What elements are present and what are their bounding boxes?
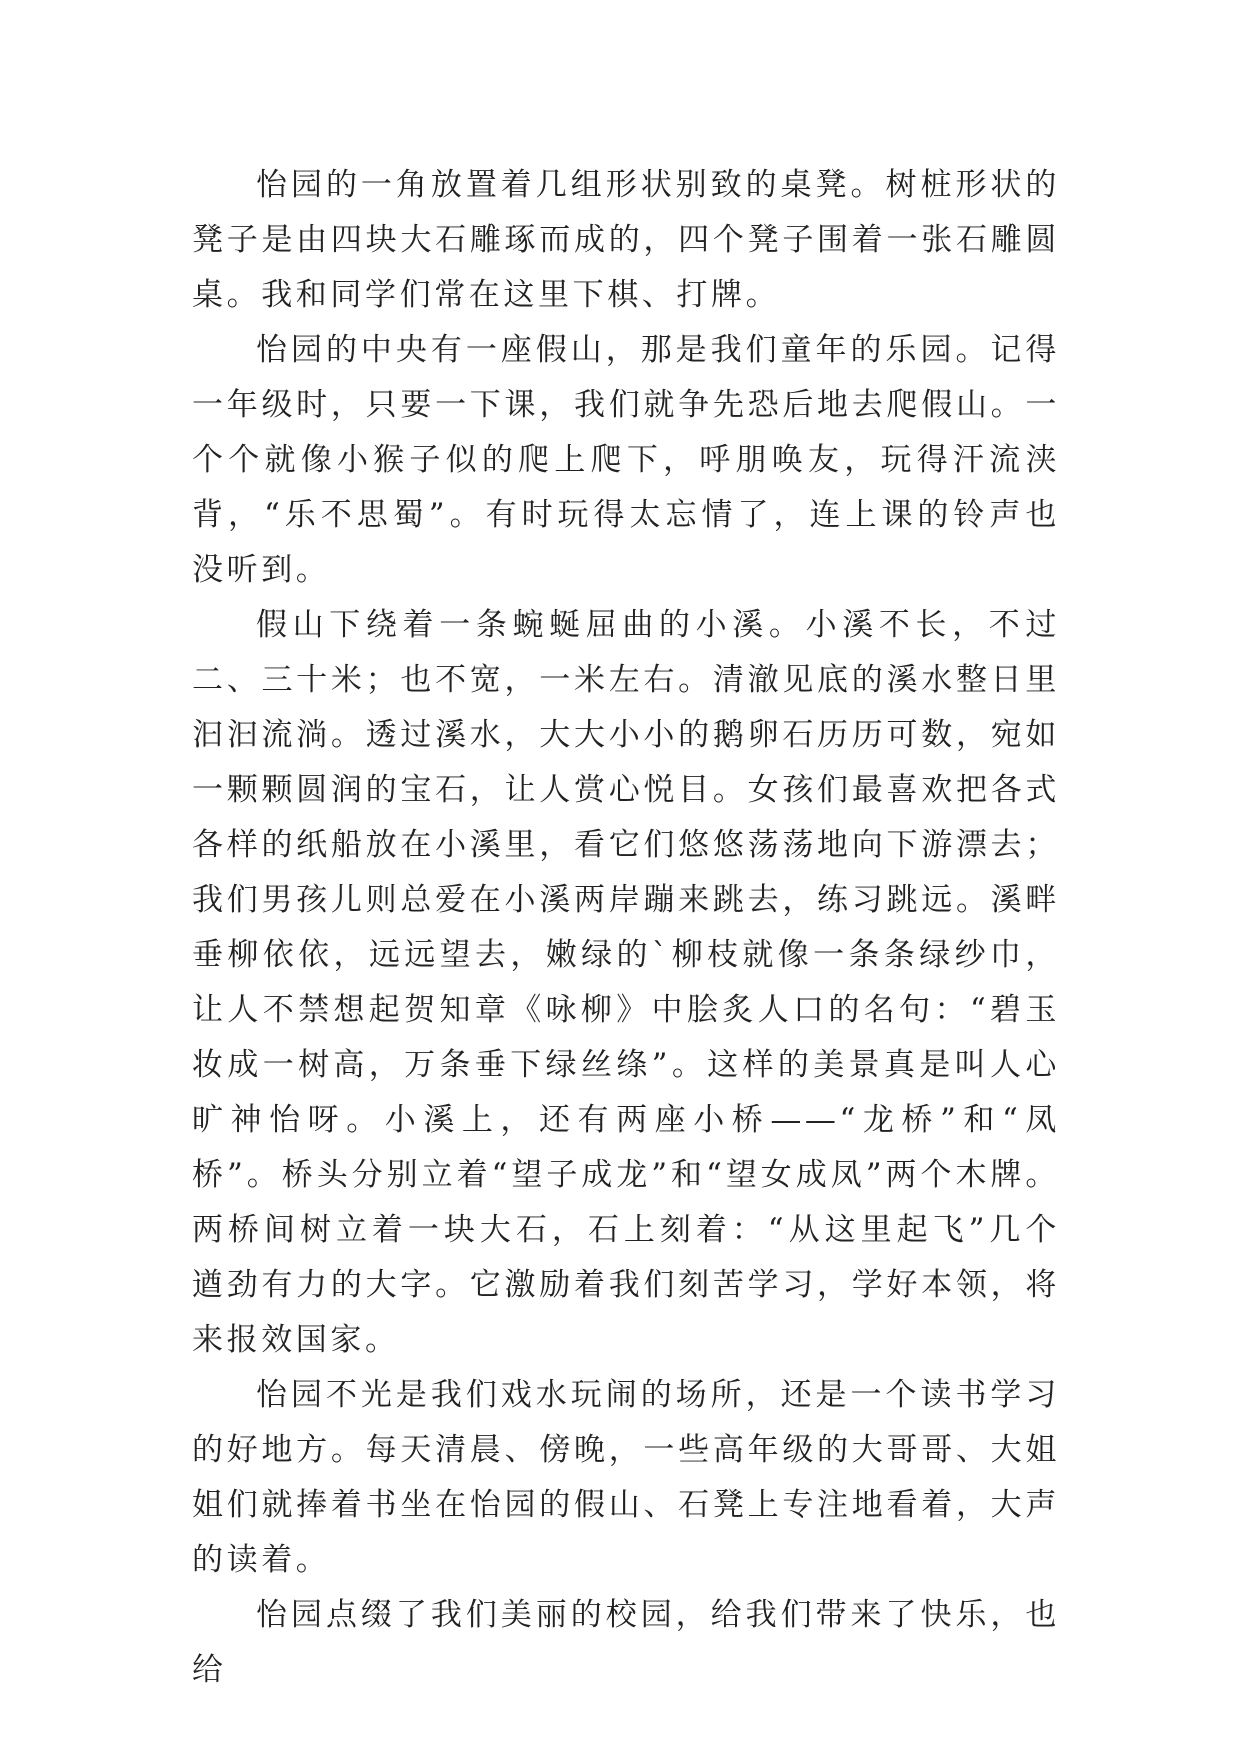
document-body [192, 158, 1060, 1698]
paragraph-reading: 怡园不光是我们戏水玩闹的场所，还是一个读书学习的好地方。每天清晨、傍晚，一些高年级的大哥哥、大姐姐们就捧着书坐在怡园的假山、石凳上专注地看着，大声的读着。 [192, 1377, 1060, 1578]
paragraph-rockery: 怡园的中央有一座假山，那是我们童年的乐园。记得一年级时，只要一下课，我们就争先恐后地去爬假山。一个个就像小猴子似的爬上爬下，呼朋唤友，玩得汗流浃背，“乐不思蜀”。有时玩得太忘情了，连上课的铃声也没听到。 [192, 332, 1060, 588]
paragraph-stools: 怡园的一角放置着几组形状别致的桌凳。树桩形状的凳子是由四块大石雕琢而成的，四个凳子围着一张石雕圆桌。我和同学们常在这里下棋、打牌。 [192, 167, 1060, 313]
paragraph-closing: 怡园点缀了我们美丽的校园，给我们带来了快乐，也给 [192, 1597, 1060, 1688]
paragraph-stream: 假山下绕着一条蜿蜒屈曲的小溪。小溪不长，不过二、三十米；也不宽，一米左右。清澈见底的溪水整日里汩汩流淌。透过溪水，大大小小的鹅卵石历历可数，宛如一颗颗圆润的宝石，让人赏心悦目。女孩们最喜欢把各式各样的纸船放在小溪里，看它们悠悠荡荡地向下游漂去；我们男孩儿则总爱在小溪两岸蹦来跳去，练习跳远。溪畔垂柳依依，远远望去，嫩绿的`柳枝就像一条条绿纱巾，让人不禁想起贺知章《咏柳》中脍炙人口的名句：“碧玉妆成一树高，万条垂下绿丝绦”。这样的美景真是叫人心旷神怡呀。小溪上，还有两座小桥——“龙桥”和“凤桥”。桥头分别立着“望子成龙”和“望女成凤”两个木牌。两桥间树立着一块大石，石上刻着：“从这里起飞”几个遒劲有力的大字。它激励着我们刻苦学习，学好本领，将来报效国家。 [192, 607, 1060, 1358]
